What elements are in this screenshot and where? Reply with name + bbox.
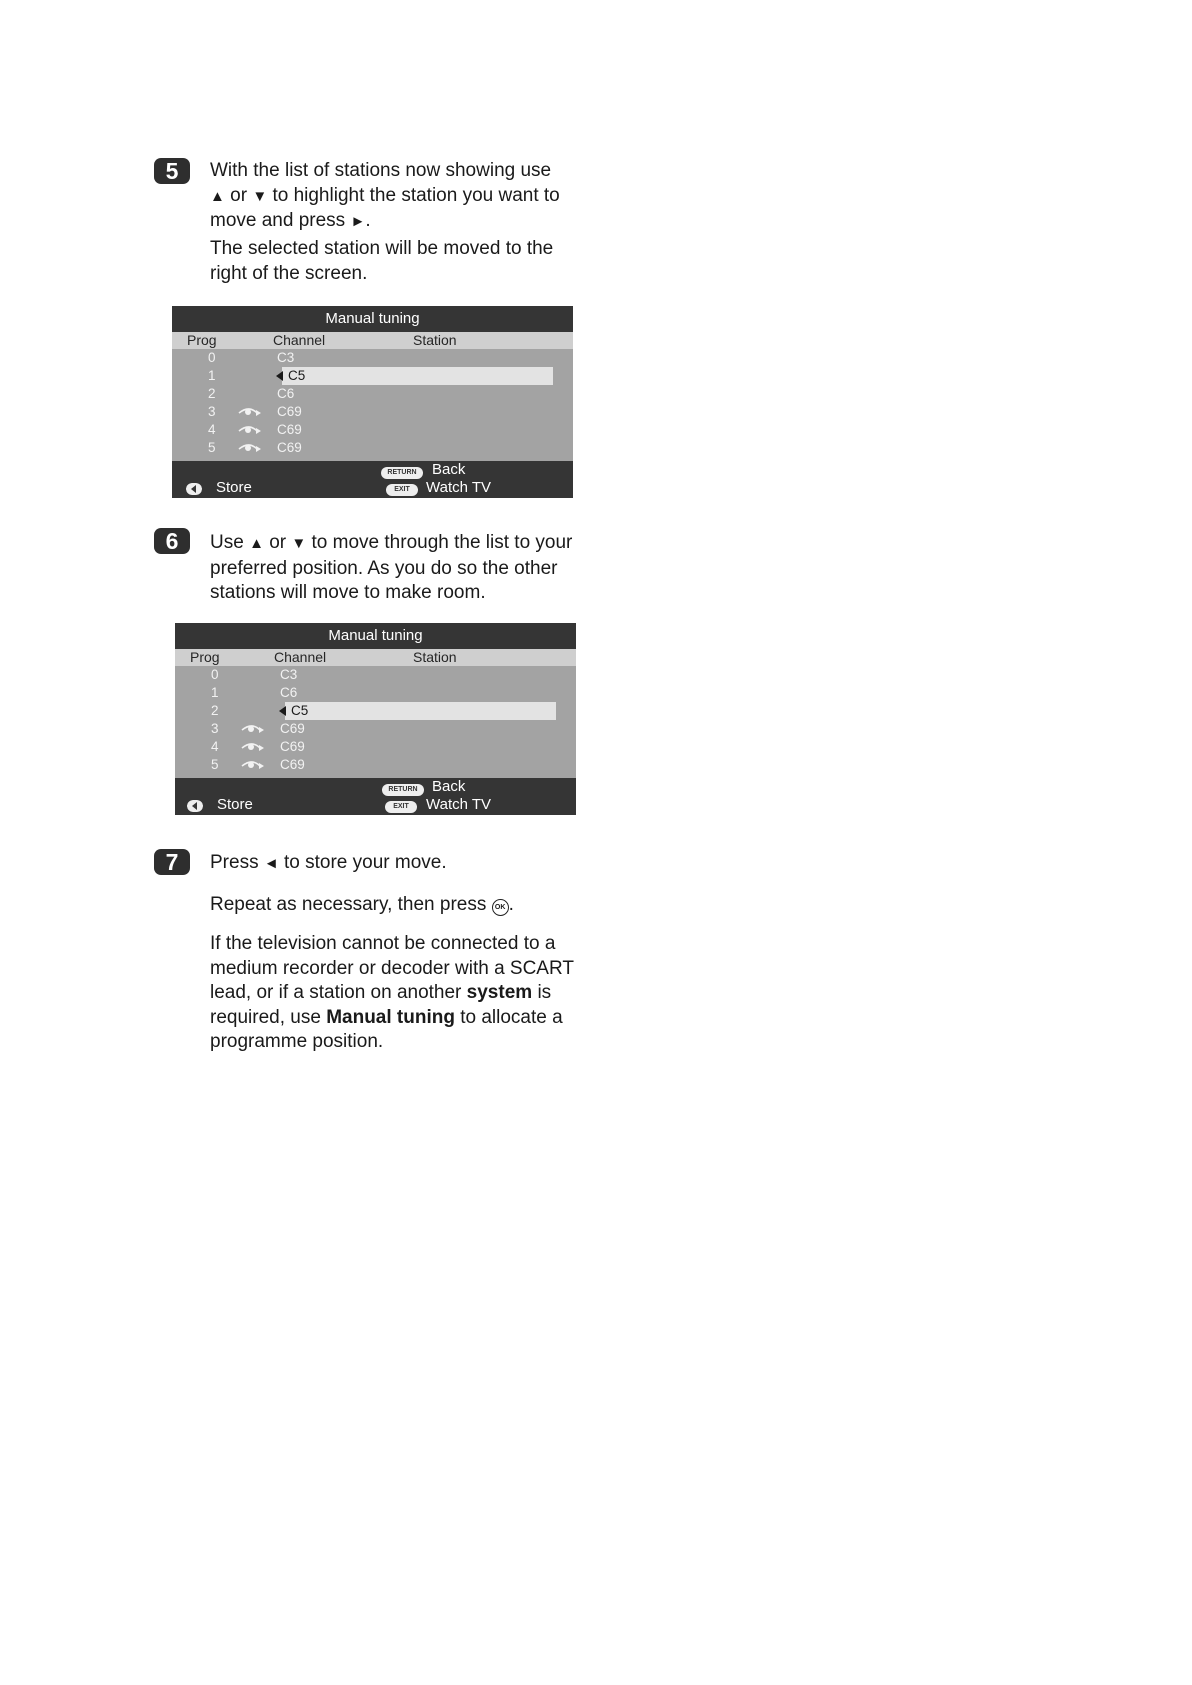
selection-highlight bbox=[285, 702, 556, 720]
skip-icon bbox=[236, 441, 262, 455]
channel-row[interactable] bbox=[172, 367, 573, 385]
channel-name: C69 bbox=[277, 422, 302, 437]
channel-row[interactable] bbox=[175, 684, 576, 702]
step-7-scart-note: If the television cannot be connected to a medium recorder or decoder with a SCART lead, or if a station on another system is required, use Manual tuning to allocate a programme position. bbox=[210, 933, 574, 1052]
channel-row[interactable] bbox=[172, 385, 573, 403]
step-7-badge: 7 bbox=[154, 849, 190, 875]
watch-tv-label: Watch TV bbox=[426, 479, 492, 496]
step-7-repeat-text: Repeat as necessary, then press OK . bbox=[210, 894, 514, 915]
channel-row[interactable] bbox=[172, 439, 573, 457]
prog-number: 3 bbox=[211, 721, 219, 736]
store-icon bbox=[186, 483, 202, 495]
menu-title: Manual tuning bbox=[175, 623, 576, 649]
prog-number: 4 bbox=[211, 739, 219, 754]
exit-button-icon: EXIT bbox=[386, 484, 418, 496]
col-channel: Channel bbox=[274, 649, 327, 665]
step-5-instruction: With the list of stations now showing use ▲ or ▼ to highlight the station you want to move and press ►. bbox=[210, 160, 560, 231]
channel-name: C5 bbox=[291, 703, 309, 718]
menu-title: Manual tuning bbox=[172, 306, 573, 332]
store-label: Store bbox=[217, 796, 253, 813]
channel-name: C3 bbox=[280, 667, 298, 682]
menu-footer bbox=[172, 461, 573, 498]
prog-number: 4 bbox=[208, 422, 216, 437]
menu-footer bbox=[175, 778, 576, 815]
prog-number: 3 bbox=[208, 404, 216, 419]
channel-row[interactable] bbox=[175, 666, 576, 684]
step-6-instruction: Use ▲ or ▼ to move through the list to your preferred position. As you do so the other stations will move to make room. bbox=[210, 532, 573, 603]
up-arrow-icon: ▲ bbox=[249, 535, 264, 552]
channel-name: C6 bbox=[280, 685, 298, 700]
manual-tuning-menu-2 bbox=[175, 623, 576, 815]
prog-number: 1 bbox=[208, 368, 216, 383]
channel-name: C3 bbox=[277, 350, 295, 365]
back-label: Back bbox=[432, 778, 466, 795]
left-arrow-icon: ◄ bbox=[263, 855, 279, 872]
watch-tv-label: Watch TV bbox=[426, 796, 492, 813]
step-6-badge: 6 bbox=[154, 528, 190, 554]
manual-tuning-menu-1 bbox=[172, 306, 573, 498]
left-arrow-icon bbox=[276, 371, 283, 381]
menu-column-headers bbox=[175, 649, 576, 666]
channel-row[interactable] bbox=[175, 720, 576, 738]
ok-button-icon: OK bbox=[492, 899, 509, 916]
return-button-icon: RETURN bbox=[381, 467, 423, 479]
channel-name: C6 bbox=[277, 386, 295, 401]
channel-name: C69 bbox=[280, 757, 305, 772]
menu-column-headers bbox=[172, 332, 573, 349]
skip-icon bbox=[236, 405, 262, 419]
col-station: Station bbox=[413, 332, 457, 348]
back-label: Back bbox=[432, 461, 466, 478]
skip-icon bbox=[239, 722, 265, 736]
channel-row[interactable] bbox=[175, 702, 576, 720]
store-label: Store bbox=[216, 479, 252, 496]
selection-highlight bbox=[282, 367, 553, 385]
prog-number: 1 bbox=[211, 685, 219, 700]
col-channel: Channel bbox=[273, 332, 326, 348]
prog-number: 2 bbox=[208, 386, 216, 401]
channel-row[interactable] bbox=[172, 403, 573, 421]
prog-number: 2 bbox=[211, 703, 219, 718]
channel-row[interactable] bbox=[172, 349, 573, 367]
channel-row[interactable] bbox=[175, 738, 576, 756]
exit-button-icon: EXIT bbox=[385, 801, 417, 813]
col-prog: Prog bbox=[187, 332, 217, 348]
channel-name: C5 bbox=[288, 368, 306, 383]
prog-number: 5 bbox=[208, 440, 216, 455]
skip-icon bbox=[239, 758, 265, 772]
channel-name: C69 bbox=[277, 404, 302, 419]
channel-name: C69 bbox=[280, 739, 305, 754]
prog-number: 0 bbox=[211, 667, 219, 682]
col-prog: Prog bbox=[190, 649, 220, 665]
channel-row[interactable] bbox=[172, 421, 573, 439]
channel-name: C69 bbox=[280, 721, 305, 736]
step-5-result-text: The selected station will be moved to the right of the screen. bbox=[210, 238, 554, 284]
prog-number: 5 bbox=[211, 757, 219, 772]
prog-number: 0 bbox=[208, 350, 216, 365]
down-arrow-icon: ▼ bbox=[252, 187, 268, 205]
col-station: Station bbox=[413, 649, 457, 665]
step-7-instruction: Press ◄ to store your move. bbox=[210, 852, 447, 873]
return-button-icon: RETURN bbox=[382, 784, 424, 796]
skip-icon bbox=[236, 423, 262, 437]
left-arrow-icon bbox=[279, 706, 286, 716]
down-arrow-icon: ▼ bbox=[291, 535, 307, 552]
up-arrow-icon: ▲ bbox=[210, 187, 225, 205]
channel-name: C69 bbox=[277, 440, 302, 455]
step-5-badge: 5 bbox=[154, 158, 190, 184]
skip-icon bbox=[239, 740, 265, 754]
channel-row[interactable] bbox=[175, 756, 576, 774]
store-icon bbox=[187, 800, 203, 812]
right-arrow-icon: ► bbox=[350, 213, 366, 230]
